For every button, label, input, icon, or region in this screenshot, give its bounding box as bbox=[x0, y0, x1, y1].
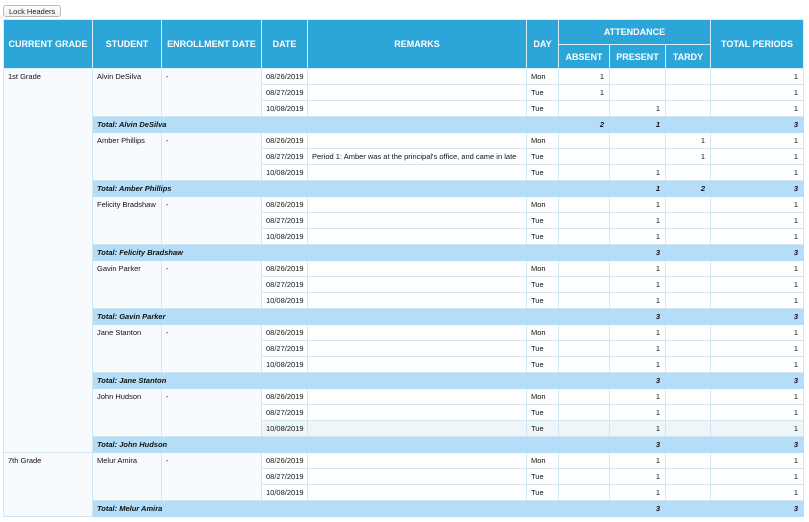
date-cell: 08/27/2019 bbox=[262, 469, 308, 485]
absent-cell bbox=[559, 277, 610, 293]
absent-cell bbox=[559, 341, 610, 357]
tardy-cell bbox=[666, 405, 711, 421]
present-cell bbox=[610, 69, 666, 85]
absent-cell bbox=[559, 325, 610, 341]
present-cell: 1 bbox=[610, 389, 666, 405]
remarks-cell bbox=[308, 229, 527, 245]
remarks-cell bbox=[308, 197, 527, 213]
date-cell: 08/26/2019 bbox=[262, 261, 308, 277]
student-cell: Jane Stanton bbox=[93, 325, 162, 373]
total-present-cell: 1 bbox=[610, 181, 666, 197]
remarks-cell bbox=[308, 101, 527, 117]
total-tardy-cell: 2 bbox=[666, 181, 711, 197]
total-periods-cell: 1 bbox=[711, 357, 804, 373]
absent-cell bbox=[559, 229, 610, 245]
tardy-cell bbox=[666, 469, 711, 485]
day-cell: Mon bbox=[527, 69, 559, 85]
student-total-label: Total: Alvin DeSilva bbox=[93, 117, 559, 133]
total-periods-cell: 1 bbox=[711, 69, 804, 85]
student-cell: Amber Phillips bbox=[93, 133, 162, 181]
present-cell: 1 bbox=[610, 261, 666, 277]
tardy-cell bbox=[666, 261, 711, 277]
present-cell: 1 bbox=[610, 421, 666, 437]
enrollment-date-cell: - bbox=[162, 389, 262, 437]
total-periods-cell: 1 bbox=[711, 405, 804, 421]
student-total-row bbox=[4, 181, 804, 197]
remarks-cell bbox=[308, 389, 527, 405]
day-cell: Tue bbox=[527, 469, 559, 485]
day-cell: Tue bbox=[527, 229, 559, 245]
tardy-cell bbox=[666, 197, 711, 213]
student-total-row bbox=[4, 437, 804, 453]
tardy-cell bbox=[666, 485, 711, 501]
present-cell: 1 bbox=[610, 405, 666, 421]
total-absent-cell bbox=[559, 181, 610, 197]
present-cell: 1 bbox=[610, 213, 666, 229]
total-periods-cell: 1 bbox=[711, 389, 804, 405]
student-total-row bbox=[4, 501, 804, 517]
day-cell: Mon bbox=[527, 453, 559, 469]
absent-cell bbox=[559, 261, 610, 277]
remarks-cell bbox=[308, 165, 527, 181]
total-periods-cell: 1 bbox=[711, 277, 804, 293]
enrollment-date-cell: - bbox=[162, 133, 262, 181]
tardy-cell bbox=[666, 389, 711, 405]
table-row[interactable] bbox=[4, 69, 804, 85]
day-cell: Tue bbox=[527, 85, 559, 101]
header-day[interactable]: DAY bbox=[527, 20, 559, 69]
table-row[interactable] bbox=[4, 453, 804, 469]
total-present-cell: 1 bbox=[610, 117, 666, 133]
date-cell: 08/26/2019 bbox=[262, 325, 308, 341]
remarks-cell bbox=[308, 453, 527, 469]
student-total-row bbox=[4, 117, 804, 133]
tardy-cell bbox=[666, 101, 711, 117]
header-total-periods[interactable]: TOTAL PERIODS bbox=[711, 20, 804, 69]
day-cell: Tue bbox=[527, 101, 559, 117]
enrollment-date-cell: - bbox=[162, 453, 262, 501]
total-periods-cell: 1 bbox=[711, 485, 804, 501]
absent-cell: 1 bbox=[559, 69, 610, 85]
remarks-cell bbox=[308, 293, 527, 309]
date-cell: 10/08/2019 bbox=[262, 165, 308, 181]
total-present-cell: 3 bbox=[610, 373, 666, 389]
enrollment-date-cell: - bbox=[162, 325, 262, 373]
header-tardy[interactable]: TARDY bbox=[666, 45, 711, 69]
present-cell: 1 bbox=[610, 453, 666, 469]
student-cell: Gavin Parker bbox=[93, 261, 162, 309]
absent-cell bbox=[559, 421, 610, 437]
tardy-cell bbox=[666, 229, 711, 245]
present-cell: 1 bbox=[610, 485, 666, 501]
student-total-label: Total: Felicity Bradshaw bbox=[93, 245, 559, 261]
total-tardy-cell bbox=[666, 373, 711, 389]
present-cell: 1 bbox=[610, 357, 666, 373]
total-periods-sum-cell: 3 bbox=[711, 437, 804, 453]
student-total-label: Total: Jane Stanton bbox=[93, 373, 559, 389]
student-total-row bbox=[4, 373, 804, 389]
absent-cell bbox=[559, 149, 610, 165]
student-total-row bbox=[4, 245, 804, 261]
date-cell: 08/27/2019 bbox=[262, 341, 308, 357]
day-cell: Tue bbox=[527, 213, 559, 229]
total-periods-cell: 1 bbox=[711, 293, 804, 309]
date-cell: 08/26/2019 bbox=[262, 133, 308, 149]
total-periods-cell: 1 bbox=[711, 213, 804, 229]
tardy-cell bbox=[666, 69, 711, 85]
total-absent-cell bbox=[559, 437, 610, 453]
lock-headers-button[interactable]: Lock Headers bbox=[3, 5, 61, 17]
total-periods-cell: 1 bbox=[711, 85, 804, 101]
tardy-cell bbox=[666, 453, 711, 469]
total-periods-cell: 1 bbox=[711, 469, 804, 485]
present-cell bbox=[610, 85, 666, 101]
day-cell: Tue bbox=[527, 421, 559, 437]
header-student[interactable]: STUDENT bbox=[93, 20, 162, 69]
remarks-cell bbox=[308, 405, 527, 421]
present-cell: 1 bbox=[610, 325, 666, 341]
date-cell: 10/08/2019 bbox=[262, 293, 308, 309]
tardy-cell: 1 bbox=[666, 133, 711, 149]
present-cell: 1 bbox=[610, 229, 666, 245]
header-enrollment-date[interactable]: ENROLLMENT DATE bbox=[162, 20, 262, 69]
header-present[interactable]: PRESENT bbox=[610, 45, 666, 69]
total-periods-cell: 1 bbox=[711, 453, 804, 469]
total-periods-cell: 1 bbox=[711, 165, 804, 181]
total-present-cell: 3 bbox=[610, 437, 666, 453]
table-row[interactable] bbox=[4, 133, 804, 149]
report-body bbox=[4, 69, 804, 517]
total-periods-cell: 1 bbox=[711, 421, 804, 437]
day-cell: Mon bbox=[527, 261, 559, 277]
total-periods-cell: 1 bbox=[711, 229, 804, 245]
remarks-cell bbox=[308, 69, 527, 85]
table-row[interactable] bbox=[4, 389, 804, 405]
present-cell: 1 bbox=[610, 277, 666, 293]
enrollment-date-cell: - bbox=[162, 69, 262, 117]
absent-cell bbox=[559, 101, 610, 117]
total-tardy-cell bbox=[666, 501, 711, 517]
absent-cell bbox=[559, 197, 610, 213]
date-cell: 08/27/2019 bbox=[262, 405, 308, 421]
date-cell: 10/08/2019 bbox=[262, 485, 308, 501]
total-periods-cell: 1 bbox=[711, 197, 804, 213]
date-cell: 08/27/2019 bbox=[262, 277, 308, 293]
remarks-cell bbox=[308, 133, 527, 149]
attendance-report-table bbox=[3, 19, 804, 517]
date-cell: 10/08/2019 bbox=[262, 229, 308, 245]
day-cell: Tue bbox=[527, 293, 559, 309]
remarks-cell bbox=[308, 357, 527, 373]
remarks-cell bbox=[308, 85, 527, 101]
tardy-cell: 1 bbox=[666, 149, 711, 165]
tardy-cell bbox=[666, 293, 711, 309]
present-cell: 1 bbox=[610, 101, 666, 117]
absent-cell bbox=[559, 469, 610, 485]
day-cell: Mon bbox=[527, 197, 559, 213]
student-cell: Felicity Bradshaw bbox=[93, 197, 162, 245]
date-cell: 08/27/2019 bbox=[262, 149, 308, 165]
enrollment-date-cell: - bbox=[162, 197, 262, 245]
total-periods-sum-cell: 3 bbox=[711, 181, 804, 197]
total-periods-sum-cell: 3 bbox=[711, 501, 804, 517]
date-cell: 10/08/2019 bbox=[262, 101, 308, 117]
total-present-cell: 3 bbox=[610, 245, 666, 261]
date-cell: 08/26/2019 bbox=[262, 69, 308, 85]
absent-cell bbox=[559, 357, 610, 373]
student-cell: Alvin DeSilva bbox=[93, 69, 162, 117]
date-cell: 08/26/2019 bbox=[262, 453, 308, 469]
day-cell: Mon bbox=[527, 325, 559, 341]
total-tardy-cell bbox=[666, 117, 711, 133]
student-cell: John Hudson bbox=[93, 389, 162, 437]
total-periods-cell: 1 bbox=[711, 149, 804, 165]
total-periods-sum-cell: 3 bbox=[711, 309, 804, 325]
remarks-cell bbox=[308, 485, 527, 501]
total-present-cell: 3 bbox=[610, 309, 666, 325]
enrollment-date-cell: - bbox=[162, 261, 262, 309]
tardy-cell bbox=[666, 421, 711, 437]
absent-cell bbox=[559, 485, 610, 501]
day-cell: Mon bbox=[527, 133, 559, 149]
table-row[interactable] bbox=[4, 197, 804, 213]
day-cell: Tue bbox=[527, 149, 559, 165]
tardy-cell bbox=[666, 325, 711, 341]
tardy-cell bbox=[666, 341, 711, 357]
absent-cell bbox=[559, 453, 610, 469]
date-cell: 10/08/2019 bbox=[262, 421, 308, 437]
date-cell: 10/08/2019 bbox=[262, 357, 308, 373]
tardy-cell bbox=[666, 213, 711, 229]
student-total-label: Total: Gavin Parker bbox=[93, 309, 559, 325]
remarks-cell: Period 1: Amber was at the principal's office, and came in late bbox=[308, 149, 527, 165]
present-cell: 1 bbox=[610, 293, 666, 309]
day-cell: Tue bbox=[527, 277, 559, 293]
present-cell bbox=[610, 149, 666, 165]
total-present-cell: 3 bbox=[610, 501, 666, 517]
student-total-label: Total: Melur Amira bbox=[93, 501, 559, 517]
total-absent-cell: 2 bbox=[559, 117, 610, 133]
absent-cell bbox=[559, 405, 610, 421]
remarks-cell bbox=[308, 213, 527, 229]
total-periods-sum-cell: 3 bbox=[711, 245, 804, 261]
header-current-grade[interactable]: CURRENT GRADE bbox=[4, 20, 93, 69]
remarks-cell bbox=[308, 261, 527, 277]
total-periods-cell: 1 bbox=[711, 325, 804, 341]
absent-cell bbox=[559, 165, 610, 181]
table-row[interactable] bbox=[4, 261, 804, 277]
date-cell: 08/27/2019 bbox=[262, 85, 308, 101]
date-cell: 08/26/2019 bbox=[262, 389, 308, 405]
total-periods-sum-cell: 3 bbox=[711, 373, 804, 389]
student-cell: Melur Amira bbox=[93, 453, 162, 501]
remarks-cell bbox=[308, 277, 527, 293]
absent-cell bbox=[559, 293, 610, 309]
present-cell: 1 bbox=[610, 197, 666, 213]
date-cell: 08/27/2019 bbox=[262, 213, 308, 229]
header-attendance: ATTENDANCE bbox=[559, 20, 711, 45]
remarks-cell bbox=[308, 469, 527, 485]
day-cell: Mon bbox=[527, 389, 559, 405]
absent-cell bbox=[559, 133, 610, 149]
header-absent[interactable]: ABSENT bbox=[559, 45, 610, 69]
student-total-row bbox=[4, 309, 804, 325]
day-cell: Tue bbox=[527, 405, 559, 421]
day-cell: Tue bbox=[527, 165, 559, 181]
remarks-cell bbox=[308, 325, 527, 341]
present-cell bbox=[610, 133, 666, 149]
day-cell: Tue bbox=[527, 341, 559, 357]
date-cell: 08/26/2019 bbox=[262, 197, 308, 213]
remarks-cell bbox=[308, 341, 527, 357]
total-tardy-cell bbox=[666, 437, 711, 453]
present-cell: 1 bbox=[610, 469, 666, 485]
total-absent-cell bbox=[559, 501, 610, 517]
absent-cell bbox=[559, 213, 610, 229]
total-absent-cell bbox=[559, 309, 610, 325]
present-cell: 1 bbox=[610, 165, 666, 181]
tardy-cell bbox=[666, 277, 711, 293]
present-cell: 1 bbox=[610, 341, 666, 357]
grade-cell: 7th Grade bbox=[4, 453, 93, 517]
total-periods-sum-cell: 3 bbox=[711, 117, 804, 133]
total-absent-cell bbox=[559, 373, 610, 389]
absent-cell bbox=[559, 389, 610, 405]
total-tardy-cell bbox=[666, 245, 711, 261]
tardy-cell bbox=[666, 85, 711, 101]
total-tardy-cell bbox=[666, 309, 711, 325]
remarks-cell bbox=[308, 421, 527, 437]
absent-cell: 1 bbox=[559, 85, 610, 101]
header-remarks[interactable]: REMARKS bbox=[308, 20, 527, 69]
total-periods-cell: 1 bbox=[711, 261, 804, 277]
grade-cell: 1st Grade bbox=[4, 69, 93, 453]
total-absent-cell bbox=[559, 245, 610, 261]
student-total-label: Total: John Hudson bbox=[93, 437, 559, 453]
total-periods-cell: 1 bbox=[711, 341, 804, 357]
table-row[interactable] bbox=[4, 325, 804, 341]
day-cell: Tue bbox=[527, 485, 559, 501]
total-periods-cell: 1 bbox=[711, 133, 804, 149]
total-periods-cell: 1 bbox=[711, 101, 804, 117]
header-date[interactable]: DATE bbox=[262, 20, 308, 69]
day-cell: Tue bbox=[527, 357, 559, 373]
student-total-label: Total: Amber Phillips bbox=[93, 181, 559, 197]
tardy-cell bbox=[666, 165, 711, 181]
tardy-cell bbox=[666, 357, 711, 373]
